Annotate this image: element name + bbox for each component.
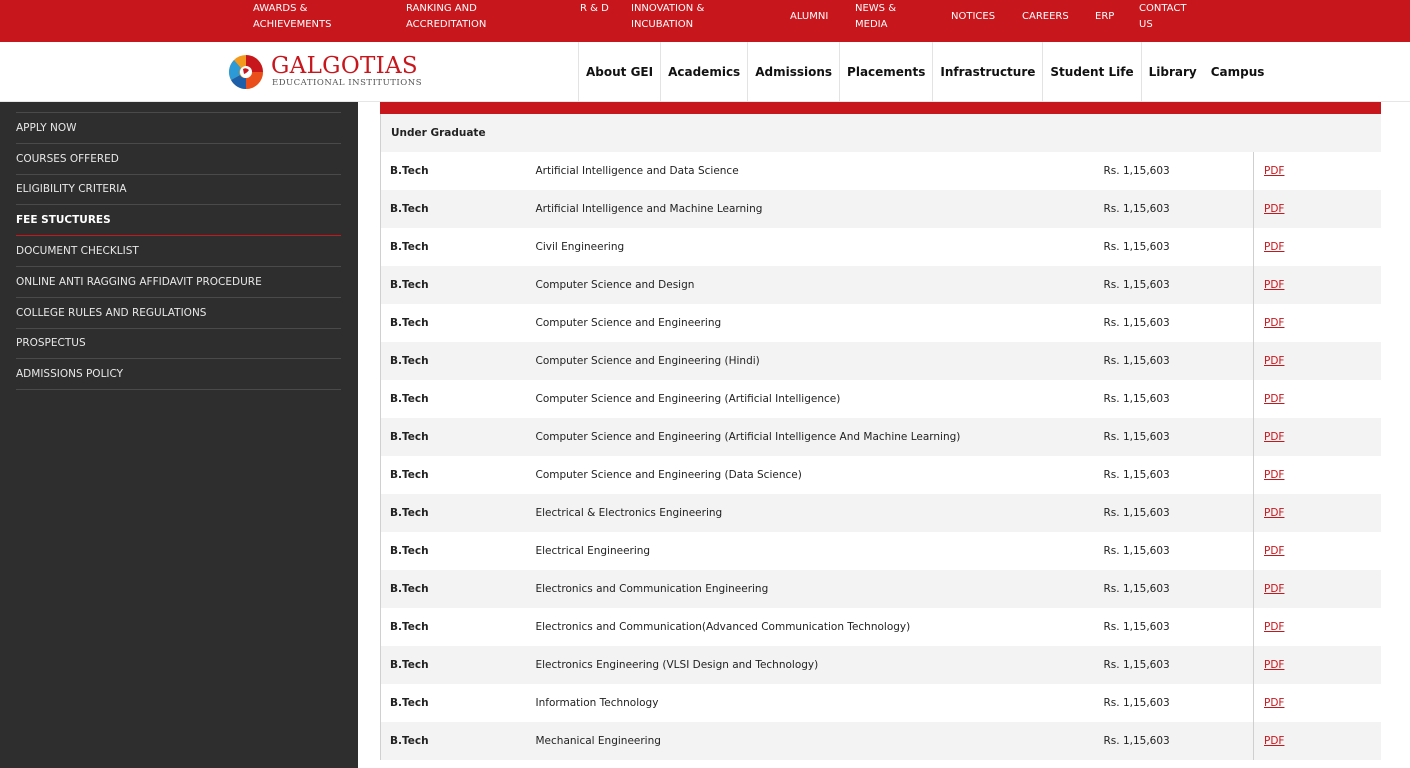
degree-cell: B.Tech	[390, 469, 429, 481]
fee-cell: Rs. 1,15,603	[1103, 165, 1170, 177]
pdf-link[interactable]: PDF	[1264, 621, 1285, 633]
sidebar-item-prospectus[interactable]	[16, 329, 341, 360]
table-row	[381, 266, 1382, 304]
main-nav	[578, 42, 1271, 102]
topnav-innovation[interactable]: INNOVATION & INCUBATION	[631, 3, 705, 30]
table-row	[381, 494, 1382, 532]
fee-cell: Rs. 1,15,603	[1104, 342, 1254, 380]
mainnav-infrastructure[interactable]: Infrastructure	[932, 42, 1042, 102]
pdf-link[interactable]: PDF	[1264, 507, 1285, 519]
fee-cell: Rs. 1,15,603	[1104, 646, 1254, 684]
table-header-strip	[380, 102, 1381, 114]
fee-cell: Rs. 1,15,603	[1104, 570, 1254, 608]
topnav-notices[interactable]: NOTICES	[951, 11, 996, 22]
table-row	[381, 342, 1382, 380]
topnav-erp[interactable]: ERP	[1095, 11, 1115, 22]
sidebar-item-apply-now[interactable]	[16, 113, 341, 144]
pdf-link[interactable]: PDF	[1264, 393, 1285, 405]
program-cell: Electrical & Electronics Engineering	[536, 494, 1104, 532]
degree-cell: B.Tech	[381, 646, 536, 684]
topnav-awards[interactable]: AWARDS & ACHIEVEMENTS	[253, 3, 332, 30]
pdf-link[interactable]: PDF	[1264, 241, 1285, 253]
pdf-link[interactable]: PDF	[1264, 583, 1285, 595]
fee-cell: Rs. 1,15,603	[1103, 545, 1170, 557]
program-cell: Information Technology	[535, 697, 659, 709]
mainnav-library[interactable]: Library	[1141, 42, 1204, 102]
pdf-cell	[1254, 532, 1382, 570]
program-cell: Computer Science and Engineering (Data Science)	[535, 469, 802, 481]
sidebar-item-label[interactable]: FEE STUCTURES	[16, 214, 111, 227]
pdf-link[interactable]: PDF	[1264, 165, 1285, 177]
topnav-news[interactable]: NEWS & MEDIA	[855, 3, 897, 30]
degree-cell: B.Tech	[381, 342, 536, 380]
fee-cell: Rs. 1,15,603	[1103, 393, 1170, 405]
degree-cell: B.Tech	[390, 697, 429, 709]
table-row	[381, 190, 1382, 228]
sidebar-item-label[interactable]: DOCUMENT CHECKLIST	[16, 245, 139, 258]
topnav-alumni[interactable]: ALUMNI	[790, 11, 829, 22]
degree-cell: B.Tech	[390, 545, 429, 557]
pdf-link[interactable]: PDF	[1264, 545, 1285, 557]
mainnav-placements[interactable]: Placements	[839, 42, 932, 102]
sidebar-item-courses-offered[interactable]	[16, 144, 341, 175]
program-cell: Artificial Intelligence and Machine Learning	[536, 190, 1104, 228]
sidebar-item-document-checklist[interactable]	[16, 236, 341, 267]
sidebar-item-anti-ragging[interactable]	[16, 267, 341, 298]
sidebar-item-college-rules[interactable]	[16, 298, 341, 329]
pdf-cell	[1254, 342, 1382, 380]
program-cell: Electronics and Communication Engineering	[536, 570, 1104, 608]
sidebar-item-label[interactable]: APPLY NOW	[16, 121, 77, 134]
fee-cell: Rs. 1,15,603	[1103, 241, 1170, 253]
degree-cell: B.Tech	[390, 393, 429, 405]
pdf-link[interactable]: PDF	[1264, 317, 1285, 329]
sidebar-item-label[interactable]: COURSES OFFERED	[16, 152, 119, 165]
table-row	[381, 608, 1382, 646]
sidebar-item-label[interactable]: ADMISSIONS POLICY	[16, 368, 124, 381]
table-row	[381, 380, 1382, 418]
fee-cell: Rs. 1,15,603	[1104, 266, 1254, 304]
pdf-cell	[1254, 570, 1382, 608]
top-utility-bar	[0, 0, 1410, 42]
program-cell: Artificial Intelligence and Data Science	[535, 165, 739, 177]
sidebar-item-fee-structures[interactable]	[16, 205, 341, 236]
fee-cell: Rs. 1,15,603	[1103, 621, 1170, 633]
sidebar-item-eligibility-criteria[interactable]	[16, 175, 341, 206]
pdf-cell	[1254, 380, 1382, 418]
program-cell: Mechanical Engineering	[536, 722, 1104, 760]
degree-cell: B.Tech	[390, 241, 429, 253]
pdf-cell	[1254, 456, 1382, 494]
fee-cell: Rs. 1,15,603	[1104, 722, 1254, 760]
pdf-link[interactable]: PDF	[1264, 469, 1285, 481]
pdf-cell	[1254, 494, 1382, 532]
program-cell: Electrical Engineering	[535, 545, 651, 557]
topnav-contact[interactable]: CONTACT US	[1139, 3, 1187, 30]
logo-subtitle: EDUCATIONAL INSTITUTIONS	[272, 78, 423, 88]
pdf-cell	[1254, 304, 1382, 342]
pdf-link[interactable]: PDF	[1264, 697, 1285, 709]
table-row	[381, 570, 1382, 608]
table-row	[381, 456, 1382, 494]
fee-structure-content	[380, 102, 1381, 760]
pdf-cell	[1254, 152, 1382, 190]
program-cell: Computer Science and Engineering (Artificial Intelligence)	[535, 393, 841, 405]
table-row	[381, 304, 1382, 342]
pdf-cell	[1254, 418, 1382, 456]
table-row	[381, 152, 1382, 190]
pdf-cell	[1254, 646, 1382, 684]
mainnav-student-life[interactable]: Student Life	[1042, 42, 1140, 102]
table-row	[381, 722, 1382, 760]
fee-cell: Rs. 1,15,603	[1104, 418, 1254, 456]
pdf-link[interactable]: PDF	[1264, 659, 1285, 671]
pdf-cell	[1254, 684, 1382, 722]
degree-cell: B.Tech	[381, 418, 536, 456]
topnav-rd[interactable]: R & D	[580, 3, 609, 14]
fee-table	[380, 152, 1381, 760]
table-row	[381, 684, 1382, 722]
degree-cell: B.Tech	[390, 317, 429, 329]
table-row	[381, 228, 1382, 266]
mainnav-admissions[interactable]: Admissions	[747, 42, 839, 102]
degree-cell: B.Tech	[381, 722, 536, 760]
pdf-cell	[1254, 190, 1382, 228]
pdf-cell	[1254, 228, 1382, 266]
sidebar-item-label[interactable]: PROSPECTUS	[16, 337, 86, 350]
sidebar-item-label[interactable]: ELIGIBILITY CRITERIA	[16, 183, 127, 196]
fee-cell: Rs. 1,15,603	[1103, 697, 1170, 709]
pdf-link[interactable]: PDF	[1264, 355, 1285, 367]
pdf-cell	[1254, 722, 1382, 760]
program-cell: Computer Science and Engineering	[535, 317, 722, 329]
degree-cell: B.Tech	[390, 621, 429, 633]
program-cell: Computer Science and Engineering (Artificial Intelligence And Machine Learning)	[536, 418, 1104, 456]
fee-cell: Rs. 1,15,603	[1104, 190, 1254, 228]
sidebar-item-admissions-policy[interactable]	[16, 359, 341, 390]
fee-cell: Rs. 1,15,603	[1103, 317, 1170, 329]
pdf-link[interactable]: PDF	[1264, 431, 1285, 443]
program-cell: Civil Engineering	[535, 241, 625, 253]
pdf-link[interactable]: PDF	[1264, 279, 1285, 291]
site-header	[0, 42, 1410, 102]
logo-emblem-icon	[228, 54, 264, 90]
program-cell: Electronics and Communication(Advanced Communication Technology)	[535, 621, 911, 633]
table-row	[381, 418, 1382, 456]
section-heading: Under Graduate	[380, 114, 1381, 152]
mainnav-academics[interactable]: Academics	[660, 42, 747, 102]
fee-cell: Rs. 1,15,603	[1103, 469, 1170, 481]
fee-cell: Rs. 1,15,603	[1104, 494, 1254, 532]
degree-cell: B.Tech	[381, 190, 536, 228]
sidebar-item-label[interactable]: COLLEGE RULES AND REGULATIONS	[16, 306, 207, 319]
table-row	[381, 532, 1382, 570]
degree-cell: B.Tech	[381, 570, 536, 608]
mainnav-about[interactable]: About GEI	[578, 42, 660, 102]
pdf-cell	[1254, 266, 1382, 304]
sidebar-item-label[interactable]: ONLINE ANTI RAGGING AFFIDAVIT PROCEDURE	[16, 275, 262, 288]
program-cell: Computer Science and Design	[536, 266, 1104, 304]
logo-name: GALGOTIAS	[271, 53, 418, 79]
table-row	[381, 646, 1382, 684]
topnav-ranking[interactable]: RANKING AND ACCREDITATION	[406, 3, 487, 30]
program-cell: Computer Science and Engineering (Hindi)	[536, 342, 1104, 380]
topnav-careers[interactable]: CAREERS	[1022, 11, 1069, 22]
galgotias-logo[interactable]	[228, 53, 428, 91]
admissions-sidebar	[0, 102, 358, 768]
degree-cell: B.Tech	[390, 165, 429, 177]
mainnav-campus[interactable]: Campus	[1210, 65, 1265, 79]
pdf-cell	[1254, 608, 1382, 646]
pdf-link[interactable]: PDF	[1264, 735, 1285, 747]
sidebar-menu	[16, 112, 341, 390]
pdf-link[interactable]: PDF	[1264, 203, 1285, 215]
degree-cell: B.Tech	[381, 494, 536, 532]
degree-cell: B.Tech	[381, 266, 536, 304]
program-cell: Electronics Engineering (VLSI Design and Technology)	[536, 646, 1104, 684]
